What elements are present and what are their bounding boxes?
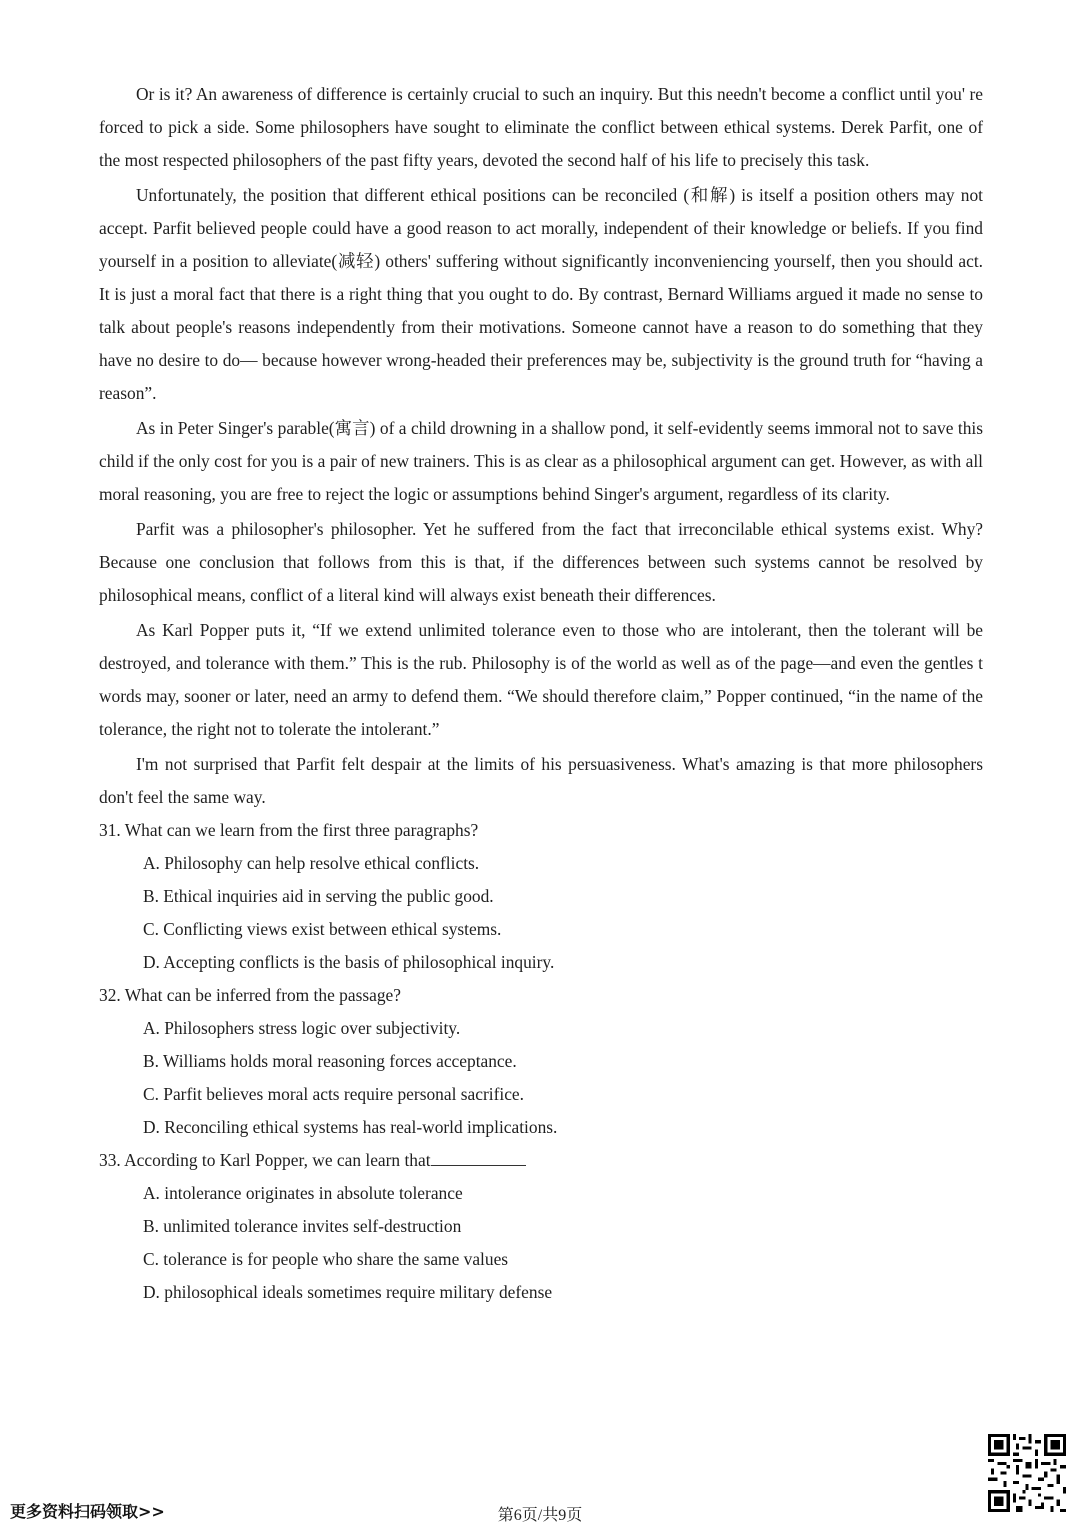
question-32 bbox=[99, 979, 983, 1144]
question-stem-row bbox=[99, 1144, 983, 1177]
question-31 bbox=[99, 814, 983, 979]
option-a: A. intolerance originates in absolute tolerance bbox=[143, 1183, 463, 1203]
option-b: B. Ethical inquiries aid in serving the public good. bbox=[143, 886, 494, 906]
passage-paragraph-1: Or is it? An awareness of difference is certainly crucial to such an inquiry. But this needn't become a conflict until you' re forced to pick a side. Some philosophers have sought to eliminate the conflict between ethical systems. Derek Parfit, one of the most respected philosophers of the past fifty years, devoted the second half of his life to precisely this task. bbox=[99, 84, 983, 170]
option-d: D. philosophical ideals sometimes require military defense bbox=[143, 1282, 553, 1302]
option-a: A. Philosophy can help resolve ethical conflicts. bbox=[143, 853, 480, 873]
passage-paragraph-5: As Karl Popper puts it, “If we extend unlimited tolerance even to those who are intolerant, then the tolerant will be destroyed, and tolerance with them.” This is the rub. Philosophy is of the world as well as of the page—and even the gentles t words may, sooner or later, need an army to defend them. “We should therefore claim,” Popper continued, “in the name of the tolerance, the right not to tolerate the intolerant.” bbox=[99, 620, 983, 739]
option-c: C. Parfit believes moral acts require personal sacrifice. bbox=[143, 1084, 524, 1104]
exam-page bbox=[99, 78, 983, 1309]
passage-paragraph-3: As in Peter Singer's parable(寓言) of a child drowning in a shallow pond, it self-evidently seems immoral not to save this child if the only cost for you is a pair of new trainers. This is as clear as a philosophical argument can get. However, as with all moral reasoning, you are free to reject the logic or assumptions behind Singer's argument, regardless of its clarity. bbox=[99, 418, 983, 504]
option-a: A. Philosophers stress logic over subjectivity. bbox=[143, 1018, 461, 1038]
question-stem: 33. According to Karl Popper, we can learn that bbox=[99, 1150, 431, 1170]
option-b: B. Williams holds moral reasoning forces acceptance. bbox=[143, 1051, 517, 1071]
footer-promo-text: 更多资料扫码领取>> bbox=[10, 1502, 165, 1521]
option-c: C. tolerance is for people who share the same values bbox=[143, 1249, 509, 1269]
passage-paragraph-4: Parfit was a philosopher's philosopher. Yet he suffered from the fact that irreconcilable ethical systems exist. Why? Because one conclusion that follows from this is that, if the differences between such systems cannot be resolved by philosophical means, conflict of a literal kind will always exist beneath their differences. bbox=[99, 519, 983, 605]
question-stem: 31. What can we learn from the first three paragraphs? bbox=[99, 820, 479, 840]
option-c: C. Conflicting views exist between ethical systems. bbox=[143, 919, 502, 939]
option-d: D. Accepting conflicts is the basis of philosophical inquiry. bbox=[143, 952, 555, 972]
passage-paragraph-6: I'm not surprised that Parfit felt despair at the limits of his persuasiveness. What's amazing is that more philosophers don't feel the same way. bbox=[99, 754, 983, 807]
page-number: 第6页/共9页 bbox=[497, 1507, 583, 1524]
option-d: D. Reconciling ethical systems has real-world implications. bbox=[143, 1117, 558, 1137]
passage-paragraph-2: Unfortunately, the position that different ethical positions can be reconciled (和解) is itself a position others may not accept. Parfit believed people could have a good reason to act morally, independent of their knowledge or beliefs. If you find yourself in a position to alleviate(减轻) others' suffering without significantly inconveniencing yourself, then you should act. It is just a moral fact that there is a right thing that you ought to do. By contrast, Bernard Williams argued it made no sense to talk about people's reasons independently from their motivations. Someone cannot have a reason to do something that they have no desire to do— because however wrong-headed their preferences may be, subjectivity is the ground truth for “having a reason”. bbox=[99, 185, 983, 403]
question-33 bbox=[99, 1144, 983, 1309]
qr-code-icon[interactable] bbox=[988, 1434, 1066, 1512]
option-b: B. unlimited tolerance invites self-destruction bbox=[143, 1216, 462, 1236]
question-stem: 32. What can be inferred from the passage? bbox=[99, 985, 401, 1005]
answer-blank bbox=[431, 1147, 526, 1166]
